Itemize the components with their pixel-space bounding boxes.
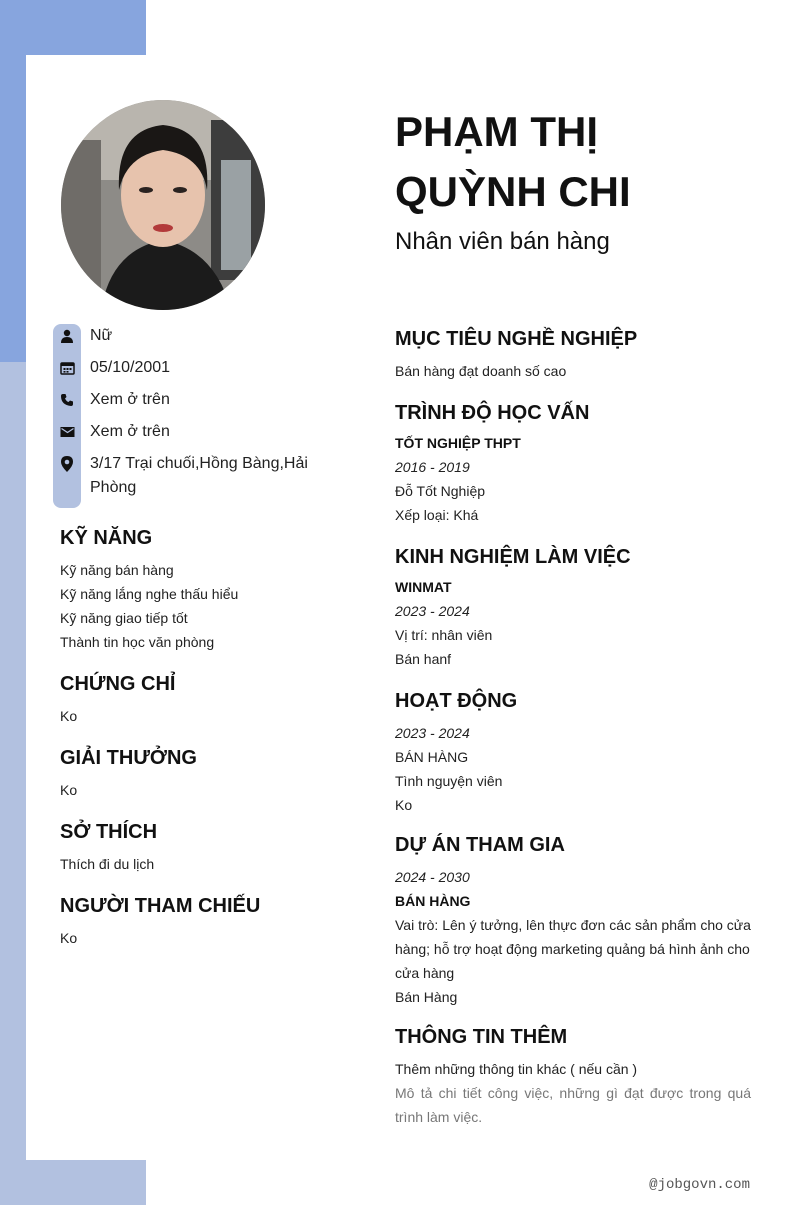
references-title: NGƯỜI THAM CHIẾU: [60, 895, 261, 917]
address-text: 3/17 Trại chuối,Hồng Bàng,Hải Phòng: [90, 455, 308, 496]
references-section: [60, 892, 350, 950]
skill-item: Kỹ năng giao tiếp tốt: [60, 610, 188, 626]
education-section: [395, 399, 751, 527]
additional-description: Mô tả chi tiết công việc, những gì đạt được trong quá trình làm việc.: [395, 1085, 751, 1125]
education-title: TRÌNH ĐỘ HỌC VẤN: [395, 402, 590, 424]
mail-icon: [53, 420, 81, 444]
activities-line: Ko: [395, 797, 413, 813]
projects-line: Bán Hàng: [395, 989, 458, 1005]
hobbies-section: [60, 818, 350, 876]
education-line: Đỗ Tốt Nghiệp: [395, 483, 486, 499]
experience-section: [395, 543, 751, 671]
projects-section: [395, 831, 751, 1009]
hobbies-text: Thích đi du lịch: [60, 856, 155, 872]
calendar-icon: [53, 356, 81, 380]
activities-period: 2023 - 2024: [395, 725, 470, 741]
certificates-section: [60, 670, 350, 728]
contact-birthday: [53, 356, 333, 380]
skill-item: Kỹ năng lắng nghe thấu hiểu: [60, 586, 239, 602]
phone-icon: [53, 388, 81, 412]
projects-title: DỰ ÁN THAM GIA: [395, 834, 565, 856]
additional-section: [395, 1023, 751, 1129]
awards-title: GIẢI THƯỞNG: [60, 747, 197, 769]
experience-line: Bán hanf: [395, 651, 452, 667]
certificates-text: Ko: [60, 708, 78, 724]
email-text: Xem ở trên: [90, 423, 170, 440]
objective-section: [395, 325, 751, 383]
projects-period: 2024 - 2030: [395, 869, 470, 885]
certificates-title: CHỨNG CHỈ: [60, 673, 176, 695]
skill-item: Thành tin học văn phòng: [60, 634, 215, 650]
experience-title: KINH NGHIỆM LÀM VIỆC: [395, 546, 631, 568]
additional-line: Thêm những thông tin khác ( nếu cần ): [395, 1061, 638, 1077]
location-pin-icon: [53, 452, 81, 476]
activities-title: HOẠT ĐỘNG: [395, 690, 518, 712]
skills-section: [60, 524, 350, 654]
hobbies-title: SỞ THÍCH: [60, 821, 158, 843]
references-text: Ko: [60, 930, 78, 946]
phone-text: Xem ở trên: [90, 391, 170, 408]
activities-line: Tình nguyện viên: [395, 773, 503, 789]
person-icon: [53, 324, 81, 348]
gender-text: Nữ: [90, 327, 113, 344]
activities-section: [395, 687, 751, 817]
education-school: TỐT NGHIỆP THPT: [395, 435, 521, 451]
projects-name: BÁN HÀNG: [395, 893, 471, 909]
objective-text: Bán hàng đạt doanh số cao: [395, 363, 567, 379]
education-period: 2016 - 2019: [395, 459, 470, 475]
additional-title: THÔNG TIN THÊM: [395, 1026, 568, 1048]
job-position: Nhân viên bán hàng: [395, 228, 610, 255]
skills-title: KỸ NĂNG: [60, 527, 153, 549]
contact-email: [53, 420, 333, 444]
experience-company: WINMAT: [395, 579, 452, 595]
contact-address: [53, 452, 333, 500]
skill-item: Kỹ năng bán hàng: [60, 562, 174, 578]
contact-gender: [53, 324, 333, 348]
avatar: [61, 100, 265, 310]
birthday-text: 05/10/2001: [90, 359, 171, 376]
footer-watermark: @jobgovn.com: [649, 1177, 750, 1193]
full-name: PHẠM THỊ QUỲNH CHI: [395, 108, 631, 215]
objective-title: MỤC TIÊU NGHỀ NGHIỆP: [395, 328, 638, 350]
projects-description: Vai trò: Lên ý tưởng, lên thực đơn các sản phẩm cho cửa hàng; hỗ trợ hoạt động marketing quảng bá hình ảnh cho cửa hàng: [395, 917, 751, 981]
activities-line: BÁN HÀNG: [395, 749, 469, 765]
education-line: Xếp loại: Khá: [395, 507, 479, 523]
awards-section: [60, 744, 350, 802]
awards-text: Ko: [60, 782, 78, 798]
contact-phone: [53, 388, 333, 412]
experience-period: 2023 - 2024: [395, 603, 470, 619]
experience-line: Vị trí: nhân viên: [395, 627, 493, 643]
